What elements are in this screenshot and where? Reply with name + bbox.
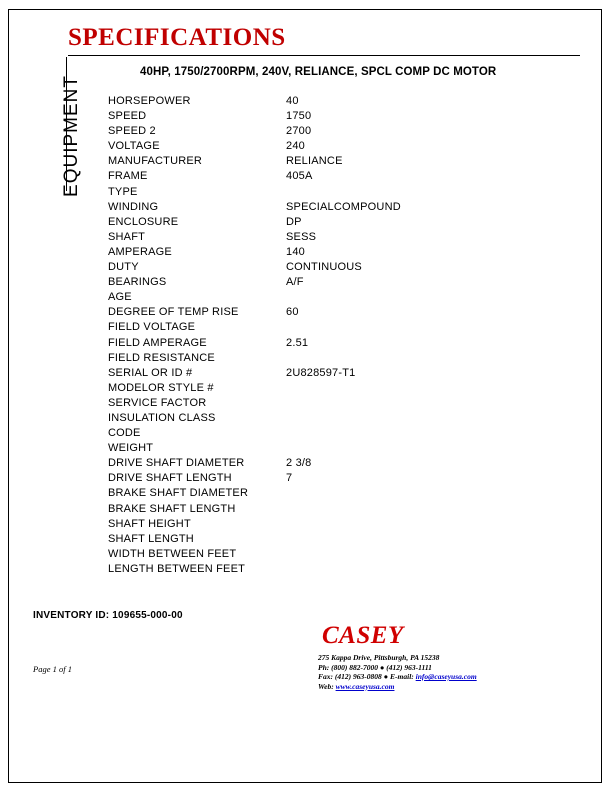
company-address-line: 275 Kappa Drive, Pittsburgh, PA 15238 xyxy=(318,653,440,662)
spec-value xyxy=(286,396,486,411)
equipment-subtitle: 40HP, 1750/2700RPM, 240V, RELIANCE, SPCL COMP DC MOTOR xyxy=(140,66,497,78)
spec-value: 1750 xyxy=(286,110,312,123)
table-row xyxy=(108,275,486,290)
table-row xyxy=(108,351,486,366)
spec-value: RELIANCE xyxy=(286,155,343,168)
table-row xyxy=(108,336,486,351)
specifications-table-body xyxy=(108,94,486,577)
fax-label: Fax: (412) 963-0808 ● E-mail: xyxy=(318,672,414,681)
spec-label: DRIVE SHAFT DIAMETER xyxy=(108,457,245,470)
spec-label: DRIVE SHAFT LENGTH xyxy=(108,472,232,485)
spec-value xyxy=(286,290,486,305)
table-row xyxy=(108,486,486,501)
spec-value xyxy=(286,502,486,517)
company-fax-email-line xyxy=(318,672,548,682)
title-divider xyxy=(68,55,580,56)
spec-label: LENGTH BETWEEN FEET xyxy=(108,562,246,575)
table-row xyxy=(108,320,486,335)
spec-value xyxy=(286,320,486,335)
table-row xyxy=(108,366,486,381)
table-row xyxy=(108,471,486,486)
spec-label: FIELD VOLTAGE xyxy=(108,321,196,334)
spec-value xyxy=(286,547,486,562)
spec-value xyxy=(286,381,486,396)
spec-label: MANUFACTURER xyxy=(108,155,203,168)
spec-value: 2U828597-T1 xyxy=(286,366,356,379)
spec-label: SERVICE FACTOR xyxy=(108,396,207,409)
spec-value xyxy=(286,411,486,426)
spec-label: FRAME xyxy=(108,170,148,183)
spec-value xyxy=(286,441,486,456)
table-row xyxy=(108,502,486,517)
spec-value: 2 3/8 xyxy=(286,457,312,470)
spec-value xyxy=(286,532,486,547)
spec-label: SPEED 2 xyxy=(108,125,156,138)
spec-value xyxy=(286,351,486,366)
table-row xyxy=(108,109,486,124)
web-label: Web: xyxy=(318,681,334,691)
table-row xyxy=(108,426,486,441)
table-row xyxy=(108,94,486,109)
spec-label: FIELD AMPERAGE xyxy=(108,336,207,349)
table-row xyxy=(108,290,486,305)
spec-label: SERIAL OR ID # xyxy=(108,366,193,379)
spec-value: 60 xyxy=(286,306,299,319)
spec-label: AMPERAGE xyxy=(108,245,172,258)
table-row xyxy=(108,124,486,139)
table-row xyxy=(108,517,486,532)
spec-value: 405A xyxy=(286,170,313,183)
table-row xyxy=(108,411,486,426)
spec-label: AGE xyxy=(108,291,132,304)
spec-label: SHAFT LENGTH xyxy=(108,532,194,545)
spec-value: 7 xyxy=(286,472,293,485)
spec-value: 2700 xyxy=(286,125,312,138)
table-row xyxy=(108,154,486,169)
spec-label: VOLTAGE xyxy=(108,140,160,153)
spec-label: WEIGHT xyxy=(108,442,154,455)
spec-label: ENCLOSURE xyxy=(108,215,179,228)
spec-value: DP xyxy=(286,215,302,228)
email-link[interactable]: info@caseyusa.com xyxy=(415,672,477,681)
spec-label: BEARINGS xyxy=(108,276,167,289)
table-row xyxy=(108,215,486,230)
spec-value: SPECIALCOMPOUND xyxy=(286,200,401,213)
spec-value xyxy=(286,517,486,532)
spec-value: A/F xyxy=(286,276,304,289)
spec-label: SPEED xyxy=(108,110,147,123)
table-row xyxy=(108,381,486,396)
company-phone-line: Ph: (800) 882-7000 ● (412) 963-1111 xyxy=(318,662,432,672)
table-row xyxy=(108,139,486,154)
spec-value xyxy=(286,426,486,441)
spec-value xyxy=(286,562,486,577)
spec-label: FIELD RESISTANCE xyxy=(108,351,215,364)
table-row xyxy=(108,547,486,562)
spec-label: CODE xyxy=(108,427,141,440)
table-row xyxy=(108,441,486,456)
table-row xyxy=(108,185,486,200)
table-row xyxy=(108,562,486,577)
company-logo-text: CASEY xyxy=(322,622,404,649)
spec-value: 2.51 xyxy=(286,336,309,349)
spec-value: SESS xyxy=(286,230,317,243)
table-row xyxy=(108,305,486,320)
spec-value xyxy=(286,486,486,501)
table-row xyxy=(108,245,486,260)
spec-label: INSULATION CLASS xyxy=(108,411,216,424)
spec-label: SHAFT HEIGHT xyxy=(108,517,191,530)
spec-label: MODELOR STYLE # xyxy=(108,381,214,394)
spec-label: WINDING xyxy=(108,200,159,213)
spec-label: SHAFT xyxy=(108,230,146,243)
spec-label: TYPE xyxy=(108,185,138,198)
spec-value: 40 xyxy=(286,95,299,107)
page-number: Page 1 of 1 xyxy=(33,664,72,674)
section-label-equipment: EQUIPMENT xyxy=(61,75,82,197)
company-contact-block xyxy=(318,653,548,691)
table-row xyxy=(108,532,486,547)
table-row xyxy=(108,200,486,215)
website-link[interactable]: www.caseyusa.com xyxy=(335,681,395,691)
inventory-id: INVENTORY ID: 109655-000-00 xyxy=(33,610,183,621)
spec-value: 240 xyxy=(286,140,305,153)
table-row xyxy=(108,456,486,471)
spec-value: 140 xyxy=(286,245,305,258)
page-title: SPECIFICATIONS xyxy=(68,24,286,51)
company-web-line xyxy=(318,682,548,692)
spec-label: BRAKE SHAFT DIAMETER xyxy=(108,487,249,500)
spec-value: CONTINUOUS xyxy=(286,261,362,274)
spec-label: HORSEPOWER xyxy=(108,95,191,107)
spec-label: DUTY xyxy=(108,261,139,274)
table-row xyxy=(108,396,486,411)
table-row xyxy=(108,169,486,184)
table-row xyxy=(108,230,486,245)
spec-label: BRAKE SHAFT LENGTH xyxy=(108,502,236,515)
spec-value xyxy=(286,185,486,200)
specifications-table xyxy=(108,94,486,577)
table-row xyxy=(108,260,486,275)
spec-label: DEGREE OF TEMP RISE xyxy=(108,306,239,319)
spec-label: WIDTH BETWEEN FEET xyxy=(108,547,237,560)
